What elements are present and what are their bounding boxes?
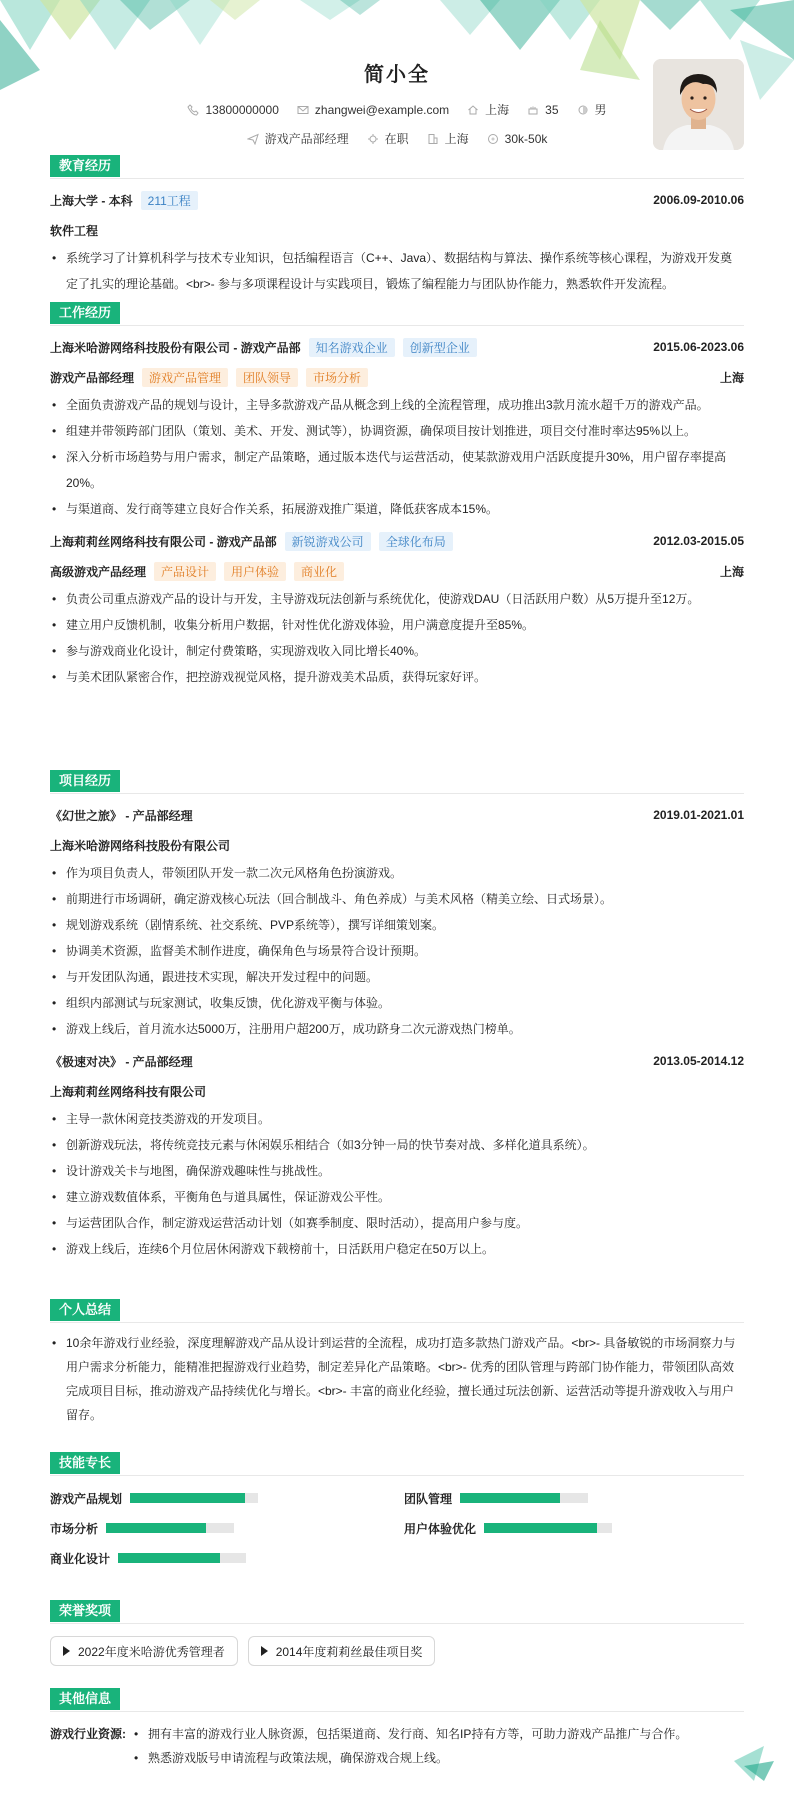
major-name: 软件工程 xyxy=(50,223,99,238)
project-row xyxy=(50,806,744,824)
major-row xyxy=(50,221,744,239)
skills-section xyxy=(50,1452,744,1566)
other-key: 游戏行业资源: xyxy=(50,1727,126,1741)
list-item: • 系统学习了计算机科学与技术专业知识，包括编程语言（C++、Java）、数据结构与算法、操作系统等核心课程，为游戏开发奠定了扎实的理论基础。<br>- 参与多项课程设计与实践项目，锻炼了编程能力与团队协作能力，熟悉软件开发流程。 xyxy=(50,245,744,297)
list-item: • 参与游戏商业化设计，制定付费策略，实现游戏收入同比增长40%。 xyxy=(50,638,744,664)
education-title: 教育经历 xyxy=(50,155,744,179)
list-item: • 与开发团队沟通，跟进技术实现，解决开发过程中的问题。 xyxy=(50,964,744,990)
home-icon xyxy=(467,104,479,116)
education-section xyxy=(50,155,744,297)
role-tag: 用户体验 xyxy=(224,562,286,581)
other-content xyxy=(50,1722,744,1770)
award-item xyxy=(248,1636,436,1666)
target-city-text: 上海 xyxy=(444,132,469,146)
job-date: 2012.03-2015.05 xyxy=(653,534,744,548)
education-date: 2006.09-2010.06 xyxy=(653,193,744,207)
project-name: 《极速对决》 - 产品部经理 xyxy=(50,1054,193,1069)
gender-info xyxy=(577,101,607,118)
list-item: • 负责公司重点游戏产品的设计与开发，主导游戏玩法创新与系统优化，使游戏DAU（日活跃用户数）从5万提升至12万。 xyxy=(50,586,744,612)
list-item: • 组建并带领跨部门团队（策划、美术、开发、测试等），协调资源，确保项目按计划推进，项目交付准时率达95%以上。 xyxy=(50,418,744,444)
skills-title: 技能专长 xyxy=(50,1452,744,1476)
company-tag: 知名游戏企业 xyxy=(309,338,395,357)
skill-bar-fill xyxy=(130,1493,245,1503)
avatar-photo xyxy=(653,59,744,150)
phone-info xyxy=(187,101,278,118)
other-section xyxy=(50,1688,744,1770)
phone-text: 13800000000 xyxy=(205,102,279,117)
education-row xyxy=(50,191,744,209)
company-name: 上海米哈游网络科技股份有限公司 - 游戏产品部 xyxy=(50,340,301,355)
list-item: • 全面负责游戏产品的规划与设计，主导多款游戏产品从概念到上线的全流程管理，成功推出3款月流水超千万的游戏产品。 xyxy=(50,392,744,418)
city-info xyxy=(467,101,509,118)
skill-bar xyxy=(118,1553,246,1563)
skill-bar xyxy=(130,1493,258,1503)
company-tag: 新锐游戏公司 xyxy=(285,532,371,551)
skill-bar-fill xyxy=(106,1523,206,1533)
job-city: 上海 xyxy=(719,564,744,579)
project-company-row xyxy=(50,1082,744,1100)
list-item: • 作为项目负责人，带领团队开发一款二次元风格角色扮演游戏。 xyxy=(50,860,744,886)
awards-section xyxy=(50,1600,744,1666)
status-info xyxy=(367,130,409,147)
skill-bar-fill xyxy=(484,1523,597,1533)
role-tag: 游戏产品管理 xyxy=(142,368,228,387)
email-text: zhangwei@example.com xyxy=(314,102,450,117)
send-icon xyxy=(247,133,259,145)
summary-title: 个人总结 xyxy=(50,1299,744,1323)
age-text: 35 xyxy=(545,102,559,117)
company-name: 上海莉莉丝网络科技有限公司 - 游戏产品部 xyxy=(50,534,277,549)
corner-decoration xyxy=(734,1741,774,1781)
work-section xyxy=(50,302,744,690)
role-tag: 市场分析 xyxy=(306,368,368,387)
other-list xyxy=(130,1722,687,1770)
award-text: 2022年度米哈游优秀管理者 xyxy=(78,1644,225,1659)
skill-item xyxy=(404,1490,744,1506)
role-name: 游戏产品部经理 xyxy=(50,370,135,385)
age-icon xyxy=(527,104,539,116)
project-row xyxy=(50,1052,744,1070)
list-item: • 组织内部测试与玩家测试，收集反馈，优化游戏平衡与体验。 xyxy=(50,990,744,1016)
project-company-row xyxy=(50,836,744,854)
job-bullets xyxy=(50,586,744,690)
gender-icon xyxy=(577,104,589,116)
projects-section xyxy=(50,770,744,1262)
skill-bar xyxy=(460,1493,588,1503)
skill-bar-fill xyxy=(118,1553,220,1563)
skill-item xyxy=(50,1520,404,1536)
age-info xyxy=(527,101,558,118)
skill-bar xyxy=(484,1523,612,1533)
list-item: • 创新游戏玩法，将传统竞技元素与休闲娱乐相结合（如3分钟一局的快节奏对战、多样化道具系统）。 xyxy=(50,1132,744,1158)
list-item: • 拥有丰富的游戏行业人脉资源，包括渠道商、发行商、知名IP持有方等，可助力游戏产品推广与合作。 xyxy=(130,1722,687,1746)
skill-item xyxy=(404,1520,744,1536)
phone-icon xyxy=(187,104,199,116)
gender-text: 男 xyxy=(594,103,607,117)
company-tag: 全球化布局 xyxy=(379,532,453,551)
list-item: • 建立游戏数值体系，平衡角色与道具属性，保证游戏公平性。 xyxy=(50,1184,744,1210)
job-company-row xyxy=(50,338,744,356)
status-icon xyxy=(367,133,379,145)
skill-item xyxy=(50,1490,404,1506)
list-item: • 游戏上线后，首月流水达5000万，注册用户超200万，成功跻身二次元游戏热门榜单。 xyxy=(50,1016,744,1042)
project-company: 上海莉莉丝网络科技有限公司 xyxy=(50,1084,207,1099)
list-item: • 建立用户反馈机制，收集分析用户数据，针对性优化游戏体验，用户满意度提升至85%。 xyxy=(50,612,744,638)
school-tag: 211工程 xyxy=(141,191,198,210)
salary-icon xyxy=(487,133,499,145)
awards-list xyxy=(50,1636,744,1666)
position-text: 游戏产品部经理 xyxy=(264,132,349,146)
projects-title: 项目经历 xyxy=(50,770,744,794)
role-name: 高级游戏产品经理 xyxy=(50,564,147,579)
list-item: • 主导一款休闲竞技类游戏的开发项目。 xyxy=(50,1106,744,1132)
award-item xyxy=(50,1636,238,1666)
role-tag: 产品设计 xyxy=(154,562,216,581)
other-title: 其他信息 xyxy=(50,1688,744,1712)
job-role-row xyxy=(50,368,744,386)
list-item: • 设计游戏关卡与地图，确保游戏趣味性与挑战性。 xyxy=(50,1158,744,1184)
list-item: • 熟悉游戏版号申请流程与政策法规，确保游戏合规上线。 xyxy=(130,1746,687,1770)
summary-text: • 10余年游戏行业经验，深度理解游戏产品从设计到运营的全流程，成功打造多款热门游戏产品。<br>- 具备敏锐的市场洞察力与用户需求分析能力，能精准把握游戏行业趋势，制定差异化产品策略。<br>- 优秀的团队管理与跨部门协作能力，带领团队高效完成项目目标，推动游戏产品持续优化与增长。<br>- 丰富的商业化经验，擅长通过玩法创新、运营活动等提升游戏收入与用户留存。 xyxy=(50,1331,744,1427)
list-item: • 协调美术资源，监督美术制作进度，确保角色与场景符合设计预期。 xyxy=(50,938,744,964)
list-item: • 前期进行市场调研，确定游戏核心玩法（回合制战斗、角色养成）与美术风格（精美立绘、日式场景）。 xyxy=(50,886,744,912)
skill-name: 商业化设计 xyxy=(50,1551,111,1566)
list-item: • 深入分析市场趋势与用户需求，制定产品策略，通过版本迭代与运营活动，使某款游戏用户活跃度提升30%，用户留存率提高20%。 xyxy=(50,444,744,496)
school-name: 上海大学 - 本科 xyxy=(50,193,133,208)
skill-bar xyxy=(106,1523,234,1533)
play-icon xyxy=(261,1646,268,1656)
project-company: 上海米哈游网络科技股份有限公司 xyxy=(50,838,231,853)
target-city-info xyxy=(427,130,469,147)
skill-name: 用户体验优化 xyxy=(404,1521,477,1536)
building-icon xyxy=(427,133,439,145)
job-date: 2015.06-2023.06 xyxy=(653,340,744,354)
skill-name: 市场分析 xyxy=(50,1521,99,1536)
job-company-row xyxy=(50,532,744,550)
mail-icon xyxy=(297,104,309,116)
summary-section xyxy=(50,1299,744,1427)
award-text: 2014年度莉莉丝最佳项目奖 xyxy=(275,1644,423,1659)
role-tag: 商业化 xyxy=(294,562,344,581)
skill-item xyxy=(50,1550,404,1566)
project-bullets xyxy=(50,860,744,1042)
avatar-illustration xyxy=(653,59,744,150)
project-date: 2019.01-2021.01 xyxy=(653,808,744,822)
salary-text: 30k-50k xyxy=(504,131,548,146)
awards-title: 荣誉奖项 xyxy=(50,1600,744,1624)
skill-name: 团队管理 xyxy=(404,1491,453,1506)
list-item: • 游戏上线后，连续6个月位居休闲游戏下载榜前十，日活跃用户稳定在50万以上。 xyxy=(50,1236,744,1262)
position-info xyxy=(247,130,349,147)
list-item: • 与渠道商、发行商等建立良好合作关系，拓展游戏推广渠道，降低获客成本15%。 xyxy=(50,496,744,522)
email-info xyxy=(297,101,449,118)
project-date: 2013.05-2014.12 xyxy=(653,1054,744,1068)
candidate-name: 简小全 xyxy=(364,64,430,86)
education-bullets xyxy=(50,245,744,297)
list-item: • 与运营团队合作，制定游戏运营活动计划（如赛季制度、限时活动），提高用户参与度。 xyxy=(50,1210,744,1236)
list-item: • 规划游戏系统（剧情系统、社交系统、PVP系统等），撰写详细策划案。 xyxy=(50,912,744,938)
job-city: 上海 xyxy=(719,370,744,385)
play-icon xyxy=(63,1646,70,1656)
city-text: 上海 xyxy=(485,103,510,117)
status-text: 在职 xyxy=(384,132,409,146)
skill-name: 游戏产品规划 xyxy=(50,1491,123,1506)
job-role-row xyxy=(50,562,744,580)
job-bullets xyxy=(50,392,744,522)
project-bullets xyxy=(50,1106,744,1262)
skills-grid xyxy=(50,1490,744,1566)
salary-info xyxy=(487,130,548,147)
company-tag: 创新型企业 xyxy=(403,338,477,357)
work-title: 工作经历 xyxy=(50,302,744,326)
role-tag: 团队领导 xyxy=(236,368,298,387)
skill-bar-fill xyxy=(460,1493,560,1503)
project-name: 《幻世之旅》 - 产品部经理 xyxy=(50,808,193,823)
list-item: • 与美术团队紧密合作，把控游戏视觉风格，提升游戏美术品质，获得玩家好评。 xyxy=(50,664,744,690)
